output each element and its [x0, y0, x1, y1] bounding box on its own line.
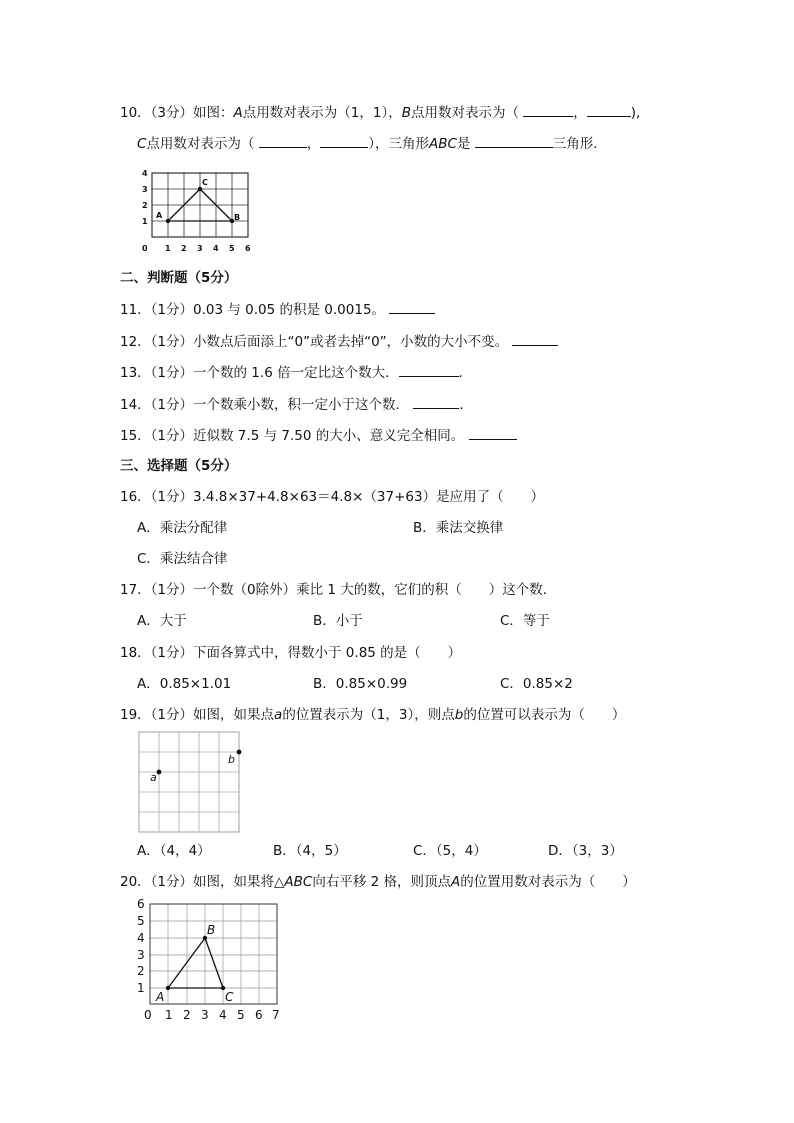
svg-text:4: 4	[137, 931, 145, 945]
svg-text:2: 2	[142, 201, 148, 210]
answer-blank[interactable]	[587, 102, 631, 117]
svg-text:6: 6	[255, 1008, 263, 1022]
answer-blank[interactable]	[469, 425, 517, 440]
svg-text:3: 3	[197, 244, 203, 253]
question-11: 11．（1分）0.03 与 0.05 的积是 0.0015。	[120, 299, 435, 320]
question-16: 16．（1分）3.4.8×37+4.8×63＝4.8×（37+63）是应用了（ ）	[120, 489, 545, 505]
question-15: 15．（1分）近似数 7.5 与 7.50 的大小、意义完全相同。	[120, 425, 517, 446]
question-20: 20．（1分）如图，如果将△ABC向右平移 2 格，则顶点A的位置用数对表示为（ ）	[120, 874, 636, 890]
q10-line1: 10．（3分）如图：A点用数对表示为（1，1），B点用数对表示为（ ， ),	[120, 102, 640, 123]
section-title: 二、判断题（5分）	[120, 270, 238, 286]
q10-line2: C点用数对表示为（ ， ），三角形ABC是 三角形．	[137, 133, 607, 154]
option-b[interactable]: B．小于	[313, 613, 363, 629]
answer-blank[interactable]	[413, 394, 459, 409]
svg-text:2: 2	[181, 244, 187, 253]
option-a[interactable]: A．乘法分配律	[137, 520, 228, 536]
point-a-label: A	[156, 211, 163, 220]
q20-coordinate-grid	[134, 895, 284, 1025]
svg-text:1: 1	[165, 1008, 173, 1022]
point-a-label: A	[156, 990, 165, 1004]
svg-text:4: 4	[213, 244, 219, 253]
point-c-label: C	[225, 990, 234, 1004]
option-b[interactable]: B．乘法交换律	[413, 520, 504, 536]
point-a-label: a	[150, 771, 157, 784]
point-b-label: B	[207, 923, 216, 937]
svg-text:0: 0	[142, 244, 148, 253]
point-c-label: C	[202, 178, 208, 187]
answer-blank[interactable]	[259, 133, 307, 148]
q19-grid-figure	[138, 731, 242, 833]
answer-blank[interactable]	[523, 102, 573, 117]
question-14: 14．（1分）一个数乘小数，积一定小于这个数． ．	[120, 394, 473, 415]
answer-blank[interactable]	[475, 133, 553, 148]
option-d[interactable]: D．（3，3）	[548, 843, 623, 859]
svg-text:7: 7	[272, 1008, 280, 1022]
svg-text:0: 0	[144, 1008, 152, 1022]
svg-text:6: 6	[137, 897, 145, 911]
svg-text:5: 5	[229, 244, 235, 253]
option-b[interactable]: B．0.85×0.99	[313, 676, 408, 692]
question-19: 19．（1分）如图，如果点a的位置表示为（1，3），则点b的位置可以表示为（ ）	[120, 707, 626, 723]
svg-text:2: 2	[137, 964, 145, 978]
point-b-label: b	[228, 753, 235, 766]
question-17: 17．（1分）一个数（0除外）乘比 1 大的数，它们的积（ ）这个数．	[120, 582, 557, 598]
svg-text:3: 3	[201, 1008, 209, 1022]
svg-text:5: 5	[137, 914, 145, 928]
section-title: 三、选择题（5分）	[120, 458, 238, 474]
answer-blank[interactable]	[399, 362, 459, 377]
q10-coordinate-grid	[138, 163, 258, 258]
svg-text:2: 2	[183, 1008, 191, 1022]
point-b-label: B	[234, 213, 241, 222]
svg-text:3: 3	[137, 948, 145, 962]
svg-text:1: 1	[142, 217, 148, 226]
option-b[interactable]: B．（4，5）	[273, 843, 347, 859]
svg-text:1: 1	[165, 244, 171, 253]
svg-text:5: 5	[237, 1008, 245, 1022]
question-12: 12．（1分）小数点后面添上“0”或者去掉“0”，小数的大小不变。	[120, 331, 558, 352]
option-a[interactable]: A．0.85×1.01	[137, 676, 232, 692]
svg-text:6: 6	[245, 244, 251, 253]
answer-blank[interactable]	[389, 299, 435, 314]
option-a[interactable]: A．大于	[137, 613, 187, 629]
option-c[interactable]: C．（5，4）	[413, 843, 487, 859]
svg-text:4: 4	[142, 169, 148, 178]
answer-blank[interactable]	[320, 133, 368, 148]
svg-text:3: 3	[142, 185, 148, 194]
svg-text:4: 4	[219, 1008, 227, 1022]
option-c[interactable]: C．乘法结合律	[137, 551, 228, 567]
option-c[interactable]: C．等于	[500, 613, 550, 629]
question-18: 18．（1分）下面各算式中，得数小于 0.85 的是（ ）	[120, 645, 462, 661]
option-a[interactable]: A．（4，4）	[137, 843, 211, 859]
option-c[interactable]: C．0.85×2	[500, 676, 573, 692]
question-13: 13．（1分）一个数的 1.6 倍一定比这个数大． ．	[120, 362, 472, 383]
answer-blank[interactable]	[512, 331, 558, 346]
svg-text:1: 1	[137, 981, 145, 995]
